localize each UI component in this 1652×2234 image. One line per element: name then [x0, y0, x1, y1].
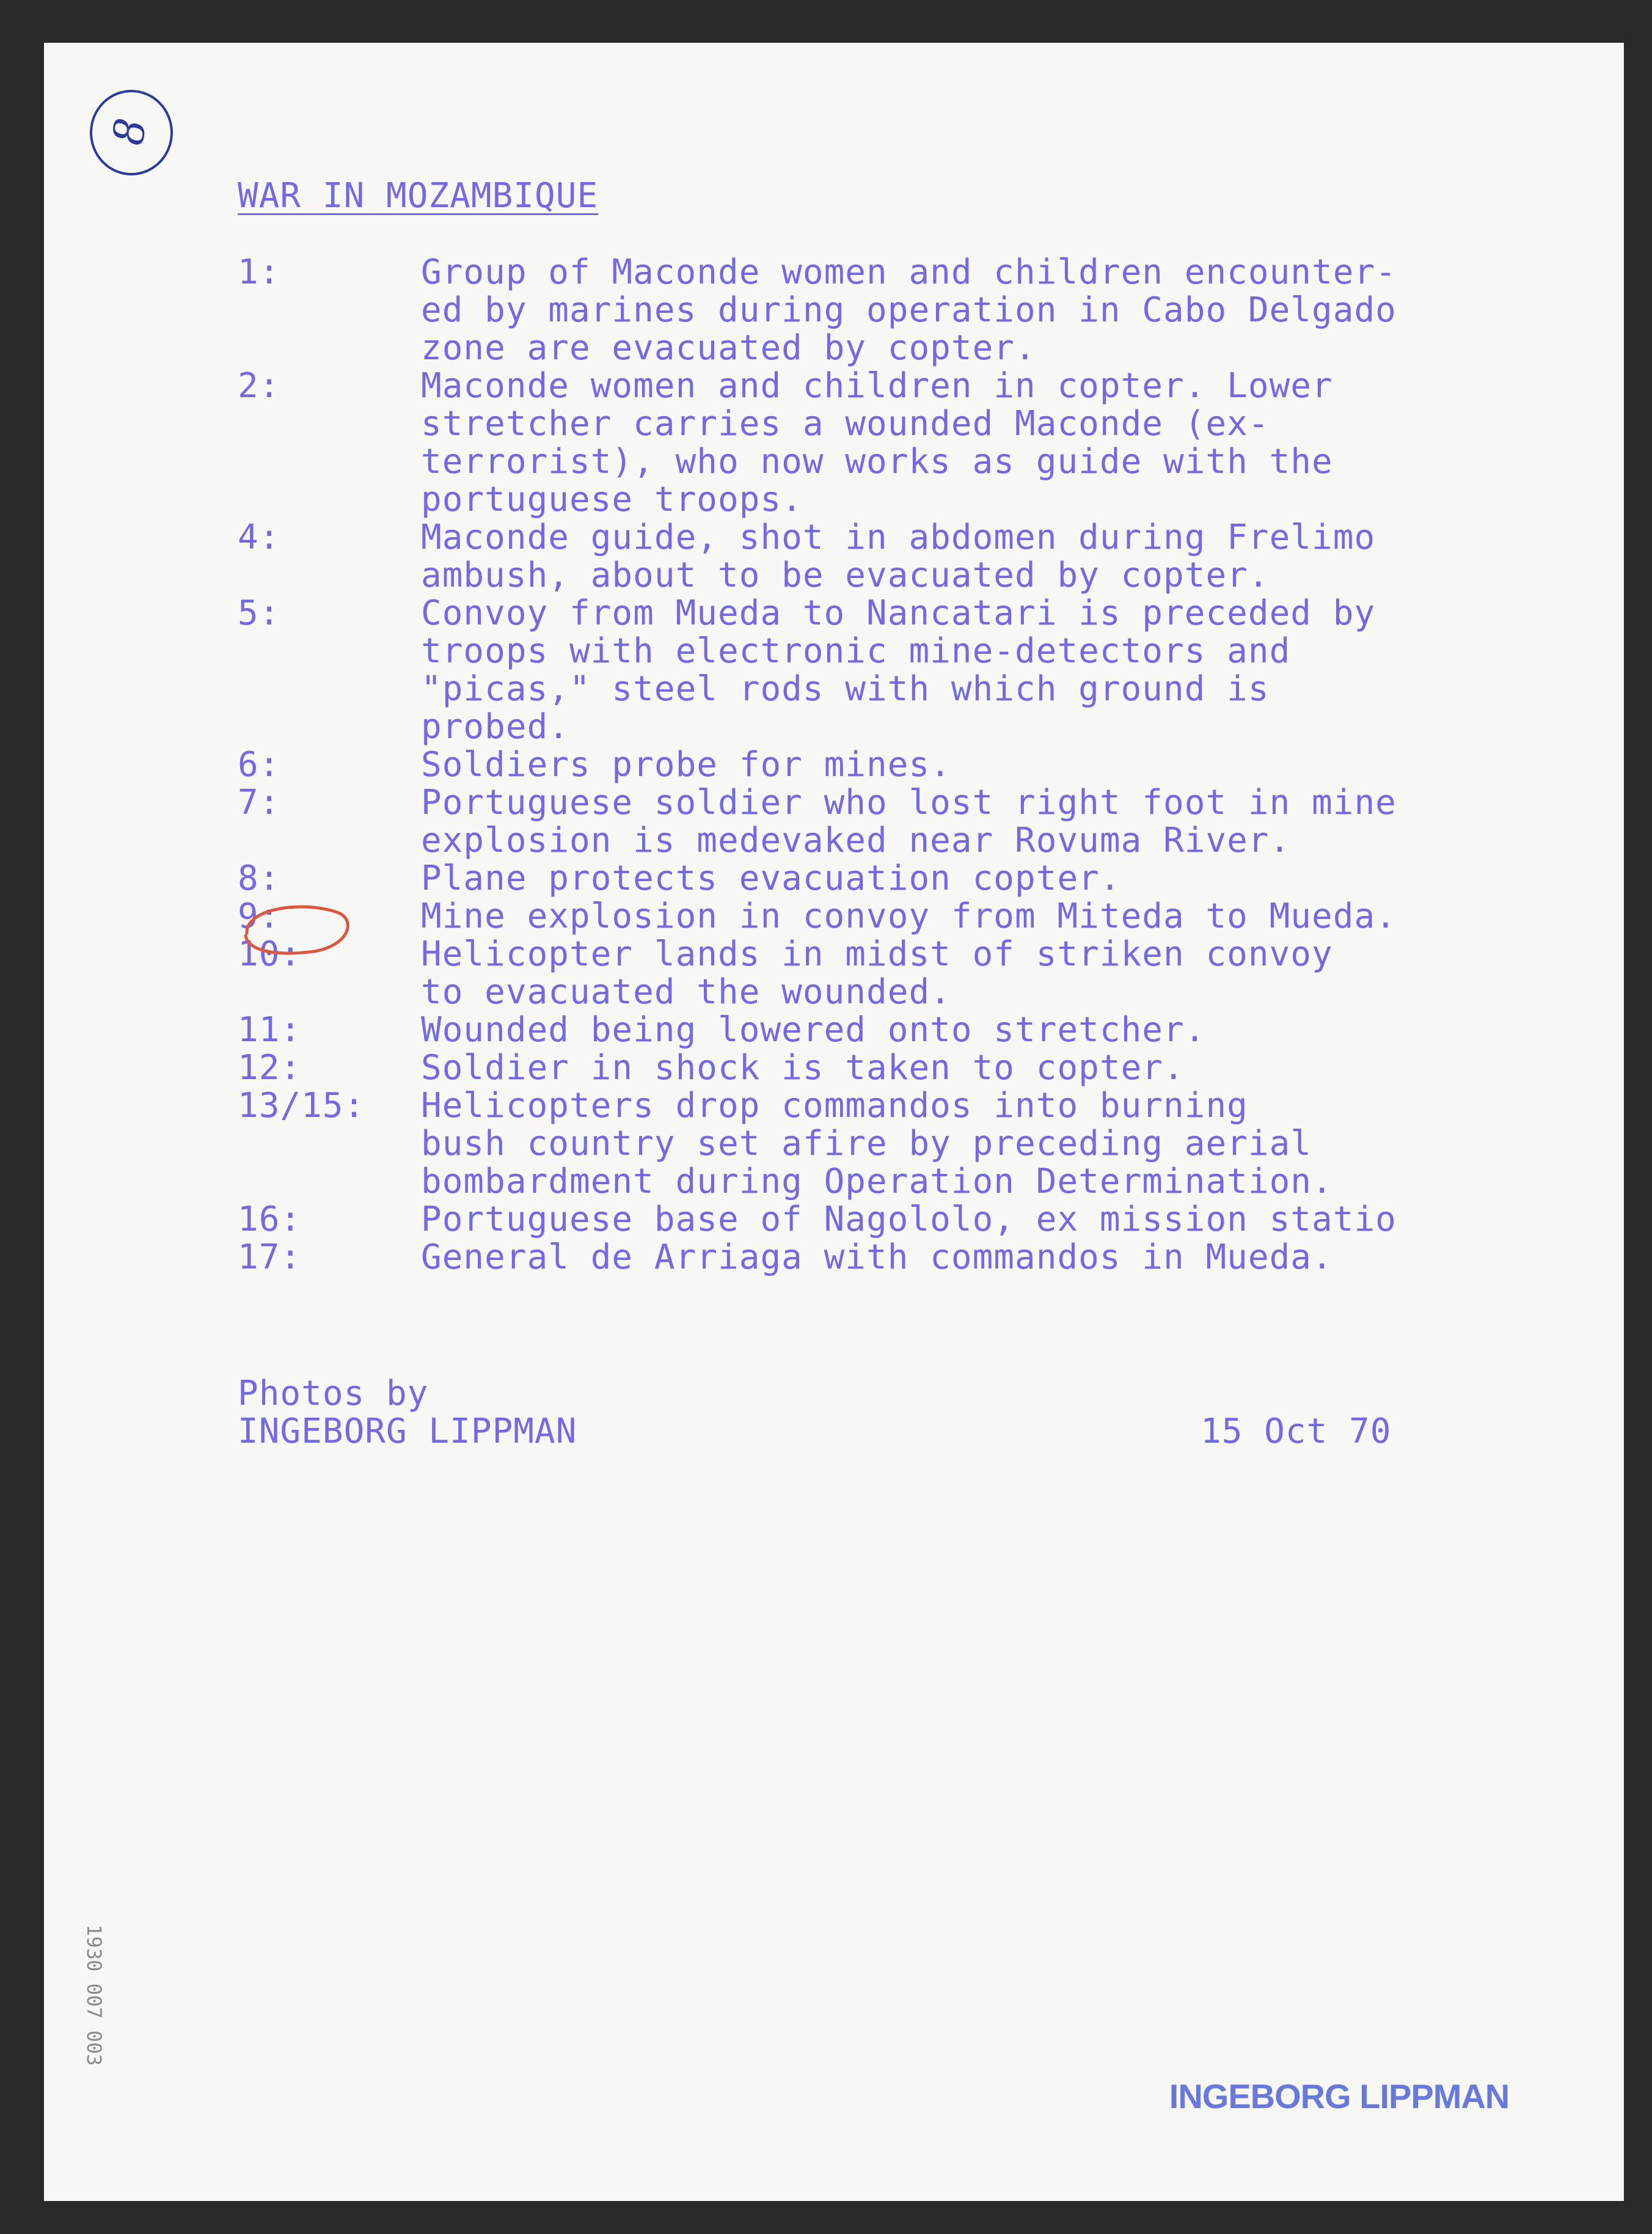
caption-line: terrorist), who now works as guide with the	[421, 442, 1333, 482]
caption-line: bush country set afire by preceding aerial	[421, 1124, 1312, 1163]
caption-entry	[238, 367, 1551, 519]
caption-text	[421, 519, 1375, 595]
caption-line: Portuguese base of Nagololo, ex mission statio	[421, 1199, 1397, 1239]
caption-line: ed by marines during operation in Cabo Delgado	[421, 290, 1397, 330]
caption-number: 1:	[238, 252, 280, 292]
caption-text	[421, 860, 1121, 898]
caption-text	[421, 784, 1397, 860]
caption-text	[421, 367, 1333, 519]
caption-line: Soldier in shock is taken to copter.	[421, 1048, 1185, 1088]
caption-text	[421, 595, 1375, 746]
caption-line: Helicopter lands in midst of striken convoy	[421, 934, 1333, 974]
caption-line: Maconde guide, shot in abdomen during Frelimo	[421, 518, 1376, 557]
caption-line: to evacuated the wounded.	[421, 972, 951, 1012]
caption-line: Soldiers probe for mines.	[421, 745, 951, 785]
circled-number-text: 8	[100, 115, 156, 148]
caption-entry	[238, 1087, 1551, 1201]
document-title: WAR IN MOZAMBIQUE	[238, 176, 599, 216]
caption-text	[421, 1087, 1333, 1201]
caption-line: Wounded being lowered onto stretcher.	[421, 1010, 1206, 1050]
caption-text	[421, 254, 1397, 367]
caption-number: 13/15:	[238, 1086, 365, 1126]
caption-number: 4:	[238, 518, 280, 557]
caption-number: 8:	[238, 859, 280, 898]
caption-line: probed.	[421, 707, 570, 747]
caption-number: 16:	[238, 1199, 302, 1239]
credit-label: Photos by	[238, 1374, 429, 1413]
caption-line: Portuguese soldier who lost right foot in mine	[421, 783, 1397, 822]
caption-number: 17:	[238, 1237, 302, 1277]
caption-number: 11:	[238, 1010, 302, 1050]
caption-number: 10:	[238, 934, 302, 974]
caption-text	[421, 1011, 1205, 1049]
caption-line: Convoy from Mueda to Nancatari is preceded by	[421, 593, 1376, 633]
caption-text	[421, 1049, 1185, 1087]
caption-entry	[238, 1239, 1551, 1276]
caption-line: bombardment during Operation Determination.	[421, 1162, 1333, 1201]
caption-entry	[238, 936, 1551, 1011]
caption-line: Maconde women and children in copter. Lower	[421, 366, 1333, 406]
caption-line: Mine explosion in convoy from Miteda to Mueda.	[421, 896, 1397, 936]
document-date: 15 Oct 70	[1201, 1412, 1392, 1451]
caption-line: portuguese troops.	[421, 480, 803, 519]
caption-line: zone are evacuated by copter.	[421, 328, 1036, 368]
caption-line: ambush, about to be evacuated by copter.	[421, 555, 1270, 595]
archive-number-text: 1930 007 003	[82, 1924, 106, 2066]
caption-line: troops with electronic mine-detectors and	[421, 631, 1291, 671]
stamp-text: INGEBORG LIPPMAN	[1169, 2077, 1510, 2115]
caption-entry	[238, 595, 1551, 746]
caption-number: 7:	[238, 783, 280, 822]
caption-entry	[238, 746, 1551, 784]
caption-line: "picas," steel rods with which ground is	[421, 669, 1270, 709]
circled-page-number	[86, 87, 177, 178]
caption-line: stretcher carries a wounded Maconde (ex-	[421, 404, 1270, 444]
caption-entry	[238, 1049, 1551, 1087]
caption-line: explosion is medevaked near Rovuma River.	[421, 821, 1291, 860]
caption-text	[421, 936, 1333, 1011]
caption-number: 9:	[238, 896, 280, 936]
caption-text	[421, 1201, 1397, 1239]
caption-text	[421, 898, 1397, 936]
caption-line: Group of Maconde women and children encounter-	[421, 252, 1397, 292]
caption-line: Plane protects evacuation copter.	[421, 859, 1121, 898]
caption-text	[421, 746, 951, 784]
photographer-stamp	[1138, 2070, 1541, 2125]
caption-text	[421, 1239, 1333, 1276]
caption-entry	[238, 1201, 1551, 1239]
caption-line: Helicopters drop commandos into burning	[421, 1086, 1248, 1126]
red-pencil-circle	[235, 895, 357, 962]
archive-number-handwritten	[56, 1903, 130, 2087]
caption-entry	[238, 1011, 1551, 1049]
document-page	[44, 43, 1624, 2201]
caption-entry	[238, 898, 1551, 936]
caption-list	[238, 254, 1551, 1276]
caption-number: 5:	[238, 593, 280, 633]
caption-number: 12:	[238, 1048, 302, 1088]
caption-line: General de Arriaga with commandos in Mueda.	[421, 1237, 1333, 1277]
caption-entry	[238, 519, 1551, 595]
caption-number: 6:	[238, 745, 280, 785]
caption-entry	[238, 860, 1551, 898]
caption-entry	[238, 784, 1551, 860]
caption-entry	[238, 254, 1551, 367]
photographer-name: INGEBORG LIPPMAN	[238, 1412, 577, 1451]
caption-number: 2:	[238, 366, 280, 406]
